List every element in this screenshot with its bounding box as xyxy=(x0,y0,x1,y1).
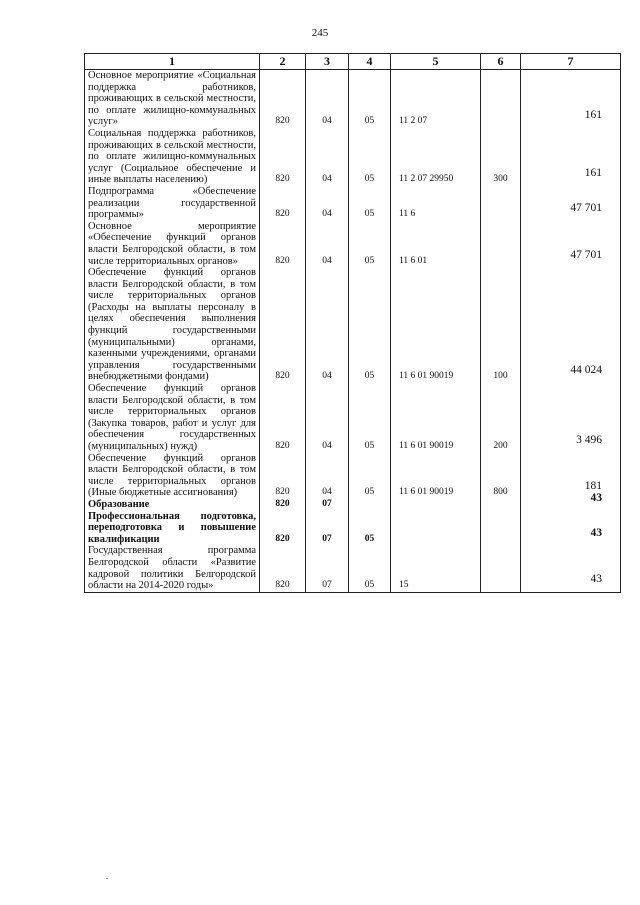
row-name: Обеспечение функций органов власти Белгородской области, в том числе территориальных органов (Расходы на выплаты персоналу в целях обеспечения выполнения функций государственными (муниципальными) органами, казенными учреждениями, органами управления государственными внебюджетными фондами) xyxy=(85,267,260,383)
row-section: 07 xyxy=(306,499,349,511)
row-section: 07 xyxy=(306,511,349,546)
row-expense-type xyxy=(481,511,521,546)
row-subsection: 05 xyxy=(349,70,391,128)
row-amount: 3 496 xyxy=(521,383,621,453)
row-expense-type xyxy=(481,70,521,128)
row-expense-type: 300 xyxy=(481,128,521,186)
row-name: Основное мероприятие «Социальная поддержка работников, проживающих в сельской местности, по оплате жилищно-коммунальных услуг» xyxy=(85,70,260,128)
row-name: Обеспечение функций органов власти Белгородской области, в том числе территориальных органов (Иные бюджетные ассигнования) xyxy=(85,453,260,499)
row-expense-type: 100 xyxy=(481,267,521,383)
row-expense-type: 800 xyxy=(481,453,521,499)
table-row xyxy=(85,267,621,383)
row-section: 04 xyxy=(306,221,349,267)
row-amount: 44 024 xyxy=(521,267,621,383)
table-row xyxy=(85,545,621,592)
row-amount: 43 xyxy=(521,499,621,511)
row-name: Основное мероприятие «Обеспечение функций органов власти Белгородской области, в том числе территориальных органов» xyxy=(85,221,260,267)
row-target-code: 11 6 xyxy=(391,186,481,221)
row-subsection xyxy=(349,499,391,511)
row-expense-type: 200 xyxy=(481,383,521,453)
row-ministry: 820 xyxy=(260,267,306,383)
row-section: 04 xyxy=(306,70,349,128)
row-name: Обеспечение функций органов власти Белгородской области, в том числе территориальных органов (Закупка товаров, работ и услуг для обеспечения государственных (муниципальных) нужд) xyxy=(85,383,260,453)
row-amount: 161 xyxy=(521,128,621,186)
header-col-1: 1 xyxy=(85,54,260,70)
table-row xyxy=(85,383,621,453)
row-name: Социальная поддержка работников, проживающих в сельской местности, по оплате жилищно-коммунальных услуг (Социальное обеспечение и иные выплаты населению) xyxy=(85,128,260,186)
table-row xyxy=(85,453,621,499)
row-target-code: 11 2 07 xyxy=(391,70,481,128)
row-ministry: 820 xyxy=(260,545,306,592)
row-target-code: 11 6 01 90019 xyxy=(391,383,481,453)
row-subsection: 05 xyxy=(349,453,391,499)
header-col-5: 5 xyxy=(391,54,481,70)
table-row xyxy=(85,221,621,267)
row-subsection: 05 xyxy=(349,128,391,186)
row-expense-type xyxy=(481,545,521,592)
row-name: Образование xyxy=(85,499,260,511)
row-amount: 47 701 xyxy=(521,186,621,221)
header-col-2: 2 xyxy=(260,54,306,70)
row-expense-type xyxy=(481,221,521,267)
table-row xyxy=(85,70,621,128)
table-row xyxy=(85,128,621,186)
header-col-4: 4 xyxy=(349,54,391,70)
row-section: 07 xyxy=(306,545,349,592)
row-amount: 43 xyxy=(521,511,621,546)
row-section: 04 xyxy=(306,186,349,221)
row-target-code: 11 6 01 xyxy=(391,221,481,267)
row-ministry: 820 xyxy=(260,511,306,546)
row-section: 04 xyxy=(306,383,349,453)
row-target-code xyxy=(391,499,481,511)
row-amount: 161 xyxy=(521,70,621,128)
row-section: 04 xyxy=(306,453,349,499)
row-target-code: 11 6 01 90019 xyxy=(391,267,481,383)
row-subsection: 05 xyxy=(349,267,391,383)
table-header-row xyxy=(85,54,621,70)
row-section: 04 xyxy=(306,267,349,383)
row-name: Государственная программа Белгородской области «Развитие кадровой политики Белгородской области на 2014-2020 годы» xyxy=(85,545,260,592)
header-col-6: 6 xyxy=(481,54,521,70)
row-ministry: 820 xyxy=(260,221,306,267)
row-target-code: 11 6 01 90019 xyxy=(391,453,481,499)
row-ministry: 820 xyxy=(260,186,306,221)
row-subsection: 05 xyxy=(349,383,391,453)
row-amount: 181 xyxy=(521,453,621,499)
row-subsection: 05 xyxy=(349,545,391,592)
row-target-code: 15 xyxy=(391,545,481,592)
row-ministry: 820 xyxy=(260,70,306,128)
row-ministry: 820 xyxy=(260,499,306,511)
row-subsection: 05 xyxy=(349,186,391,221)
row-expense-type xyxy=(481,499,521,511)
row-amount: 43 xyxy=(521,545,621,592)
footer-mark: . xyxy=(106,872,108,881)
table-row xyxy=(85,186,621,221)
row-name: Подпрограмма «Обеспечение реализации государственной программы» xyxy=(85,186,260,221)
table-row xyxy=(85,499,621,511)
row-target-code xyxy=(391,511,481,546)
row-section: 04 xyxy=(306,128,349,186)
budget-table xyxy=(84,53,621,593)
row-ministry: 820 xyxy=(260,128,306,186)
row-expense-type xyxy=(481,186,521,221)
row-subsection: 05 xyxy=(349,221,391,267)
row-name: Профессиональная подготовка, переподготовка и повышение квалификации xyxy=(85,511,260,546)
header-col-7: 7 xyxy=(521,54,621,70)
header-col-3: 3 xyxy=(306,54,349,70)
row-ministry: 820 xyxy=(260,453,306,499)
row-ministry: 820 xyxy=(260,383,306,453)
row-target-code: 11 2 07 29950 xyxy=(391,128,481,186)
row-subsection: 05 xyxy=(349,511,391,546)
page-number: 245 xyxy=(311,27,329,39)
row-amount: 47 701 xyxy=(521,221,621,267)
table-row xyxy=(85,511,621,546)
